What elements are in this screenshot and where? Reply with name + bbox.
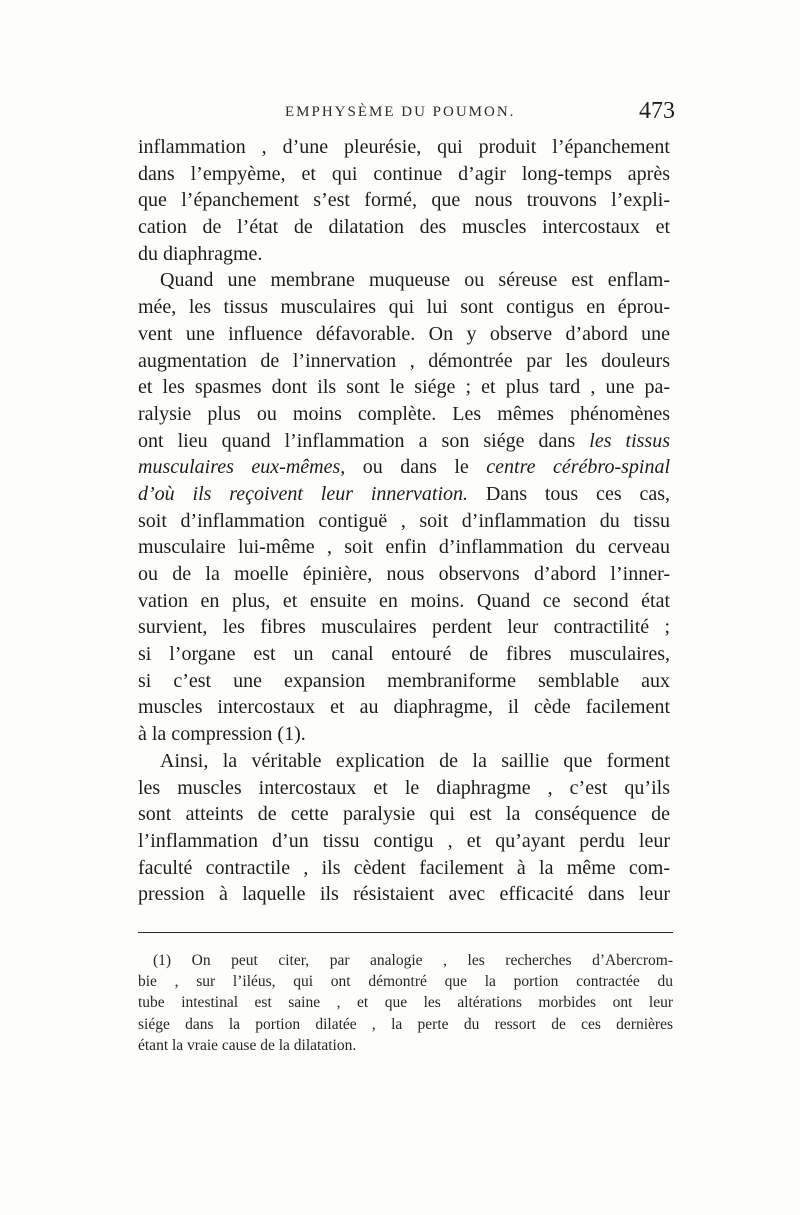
text-line bbox=[138, 428, 670, 455]
text-line: augmentation de l’innervation , démontrée par les douleurs bbox=[138, 349, 670, 372]
text-line bbox=[138, 481, 670, 508]
text-line: inflammation , d’une pleurésie, qui produit l’épanchement bbox=[138, 136, 670, 158]
text-line: et les spasmes dont ils sont le siége ; et plus tard , une pa- bbox=[138, 376, 670, 399]
text-line: mée, les tissus musculaires qui lui sont contigus en éprou- bbox=[138, 296, 670, 319]
text-line: si c’est une expansion membraniforme semblable aux bbox=[138, 669, 670, 692]
text-segment: , ou dans le bbox=[340, 456, 487, 479]
footnote bbox=[138, 950, 673, 1056]
text-line: à la compression (1). bbox=[138, 723, 306, 746]
text-line: soit d’inflammation contiguë , soit d’inflammation du tissu bbox=[138, 509, 670, 532]
text-line bbox=[138, 454, 670, 481]
text-line: Ainsi, la véritable explication de la saillie que forment bbox=[160, 749, 670, 772]
text-line: du diaphragme. bbox=[138, 242, 263, 265]
text-line: les muscles intercostaux et le diaphragme , c’est qu’ils bbox=[138, 776, 670, 799]
text-line: dans l’empyème, et qui continue d’agir long-temps après bbox=[138, 162, 670, 185]
text-line: musculaire lui-même , soit enfin d’inflammation du cerveau bbox=[138, 536, 670, 559]
text-line: l’inflammation d’un tissu contigu , et qu’ayant perdu leur bbox=[138, 829, 670, 852]
text-line: survient, les fibres musculaires perdent leur contractilité ; bbox=[138, 616, 670, 639]
text-line: ralysie plus ou moins complète. Les mêmes phénomènes bbox=[138, 402, 670, 425]
footnote-line: tube intestinal est saine , et que les altérations morbides ont leur bbox=[138, 994, 673, 1012]
footnote-line: siége dans la portion dilatée , la perte du ressort de ces dernières bbox=[138, 1015, 673, 1033]
text-line: ou de la moelle épinière, nous observons d’abord l’inner- bbox=[138, 563, 670, 585]
text-line: vent une influence défavorable. On y observe d’abord une bbox=[138, 322, 670, 345]
text-line: muscles intercostaux et au diaphragme, il cède facilement bbox=[138, 696, 670, 719]
text-segment: Dans tous ces cas, bbox=[468, 482, 670, 505]
main-text bbox=[138, 134, 670, 908]
italic-phrase: les tissus bbox=[589, 429, 671, 452]
text-line: si l’organe est un canal entouré de fibres musculaires, bbox=[138, 643, 670, 666]
text-segment: ont lieu quand l’inflammation a son siége dans bbox=[138, 429, 590, 452]
page-number: 473 bbox=[639, 98, 675, 124]
text-line: Quand une membrane muqueuse ou séreuse est enflam- bbox=[160, 269, 670, 292]
text-line: faculté contractile , ils cèdent facilement à la même com- bbox=[138, 856, 670, 879]
footnote-divider bbox=[138, 932, 673, 933]
text-line: sont atteints de cette paralysie qui est la conséquence de bbox=[138, 803, 670, 826]
italic-phrase: d’où ils reçoivent leur innervation. bbox=[138, 482, 469, 505]
text-line: que l’épanchement s’est formé, que nous trouvons l’expli- bbox=[138, 189, 670, 212]
italic-phrase: musculaires eux-mêmes bbox=[138, 456, 341, 479]
page-header bbox=[135, 98, 675, 134]
text-line: cation de l’état de dilatation des muscles intercostaux et bbox=[138, 216, 670, 239]
running-title: EMPHYSÈME DU POUMON. bbox=[285, 104, 516, 120]
italic-phrase: centre cérébro-spinal bbox=[486, 456, 671, 479]
text-line: pression à laquelle ils résistaient avec efficacité dans leur bbox=[138, 883, 670, 906]
footnote-line: étant la vraie cause de la dilatation. bbox=[138, 1036, 357, 1054]
text-line: vation en plus, et ensuite en moins. Quand ce second état bbox=[138, 589, 670, 612]
footnote-line: (1) On peut citer, par analogie , les recherches d’Abercrom- bbox=[153, 952, 673, 969]
footnote-line: bie , sur l’iléus, qui ont démontré que la portion contractée du bbox=[138, 973, 673, 991]
